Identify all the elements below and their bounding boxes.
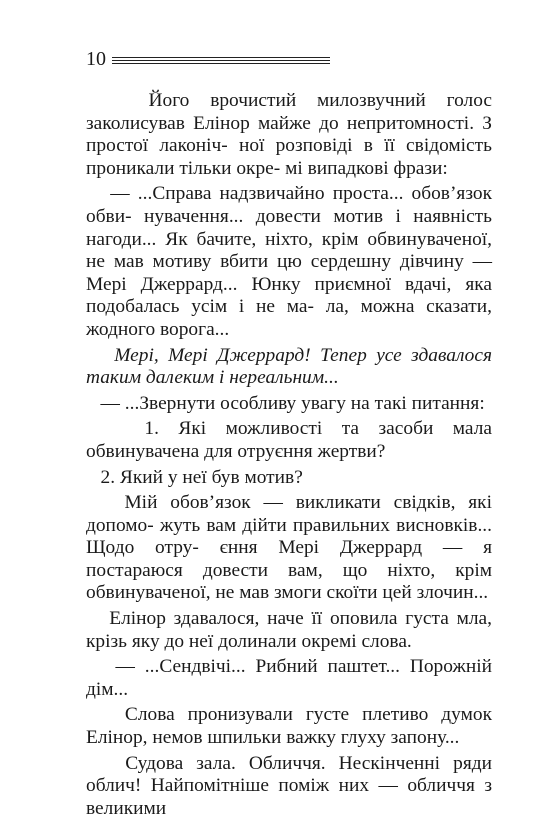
text-line: Мій обов’язок — викликати свідків, які допомо- (86, 492, 492, 536)
text-line: яку до неї долинали окремі слова. (131, 630, 412, 652)
page-header (86, 47, 346, 71)
text-line: 2. Який у неї був мотив? (86, 466, 303, 488)
header-rule (112, 57, 330, 58)
paragraph (86, 656, 492, 701)
text-line: — ...Справа надзвичайно проста... обов’язок обви- (86, 183, 492, 227)
text-line: Мері, Мері Джеррард! Тепер усе здавалося (86, 344, 492, 366)
text-line: Слова пронизували густе плетиво думок Елінор, (86, 704, 492, 749)
italic-paragraph (86, 345, 492, 390)
text-line: Його врочистий милозвучний голос заколисував (86, 90, 492, 134)
header-rule (112, 63, 330, 64)
text-line: бачите, ніхто, крім обвинуваченої, не мав мотиву (86, 228, 492, 273)
text-line: ної розповіді в її свідомість проникали тільки окре- (86, 135, 492, 179)
text-line: вбити цю сердешну дівчину — Мері Джеррард... (86, 251, 492, 295)
header-rule (112, 60, 330, 61)
text-line: — ...Сендвічі... Рибний паштет... Порожній дім... (86, 656, 492, 700)
paragraph (86, 753, 492, 821)
body-text (86, 90, 492, 823)
paragraph (86, 418, 492, 463)
text-line: ла, можна сказати, жодного ворога... (86, 296, 492, 340)
paragraph (86, 393, 492, 416)
text-line: — ...Звернути особливу увагу на такі питання: (86, 392, 485, 414)
paragraph (86, 492, 492, 605)
text-line: єння Мері Джеррард — я постараюся довести вам, (86, 537, 492, 581)
text-line: жуть вам дійти правильних висновків... Щодо отру- (86, 514, 492, 559)
text-line: Найпомітніше поміж них — обличчя з великими (86, 775, 492, 819)
text-line: Елінор майже до непритомності. З простої лаконіч- (86, 112, 492, 157)
text-line: Елінор здавалося, наче її оповила густа мла, крізь (86, 608, 492, 652)
paragraph (86, 704, 492, 749)
paragraph (86, 90, 492, 180)
text-line: Юнку приємної вдачі, яка подобалась усім і не ма- (86, 273, 492, 318)
text-line: цей злочин... (382, 582, 489, 604)
paragraph (86, 467, 492, 490)
paragraph (86, 608, 492, 653)
text-line: Судова зала. Обличчя. Нескінченні ряди облич! (86, 752, 492, 797)
page-number: 10 (86, 48, 106, 70)
text-line: таким далеким і нереальним... (86, 367, 339, 389)
text-line: для отруєння жертви? (204, 440, 386, 462)
paragraph (86, 183, 492, 341)
text-line: що ніхто, крім обвинуваченої, не мав змоги скоїти (86, 559, 492, 604)
text-line: немов шпильки важку глуху запону... (152, 727, 460, 749)
text-line: нувачення... довести мотив і наявність нагоди... Як (86, 205, 492, 250)
text-line: 1. Які можливості та засоби мала обвинувачена (86, 418, 492, 462)
text-line: мі випадкові фрази: (285, 157, 448, 179)
